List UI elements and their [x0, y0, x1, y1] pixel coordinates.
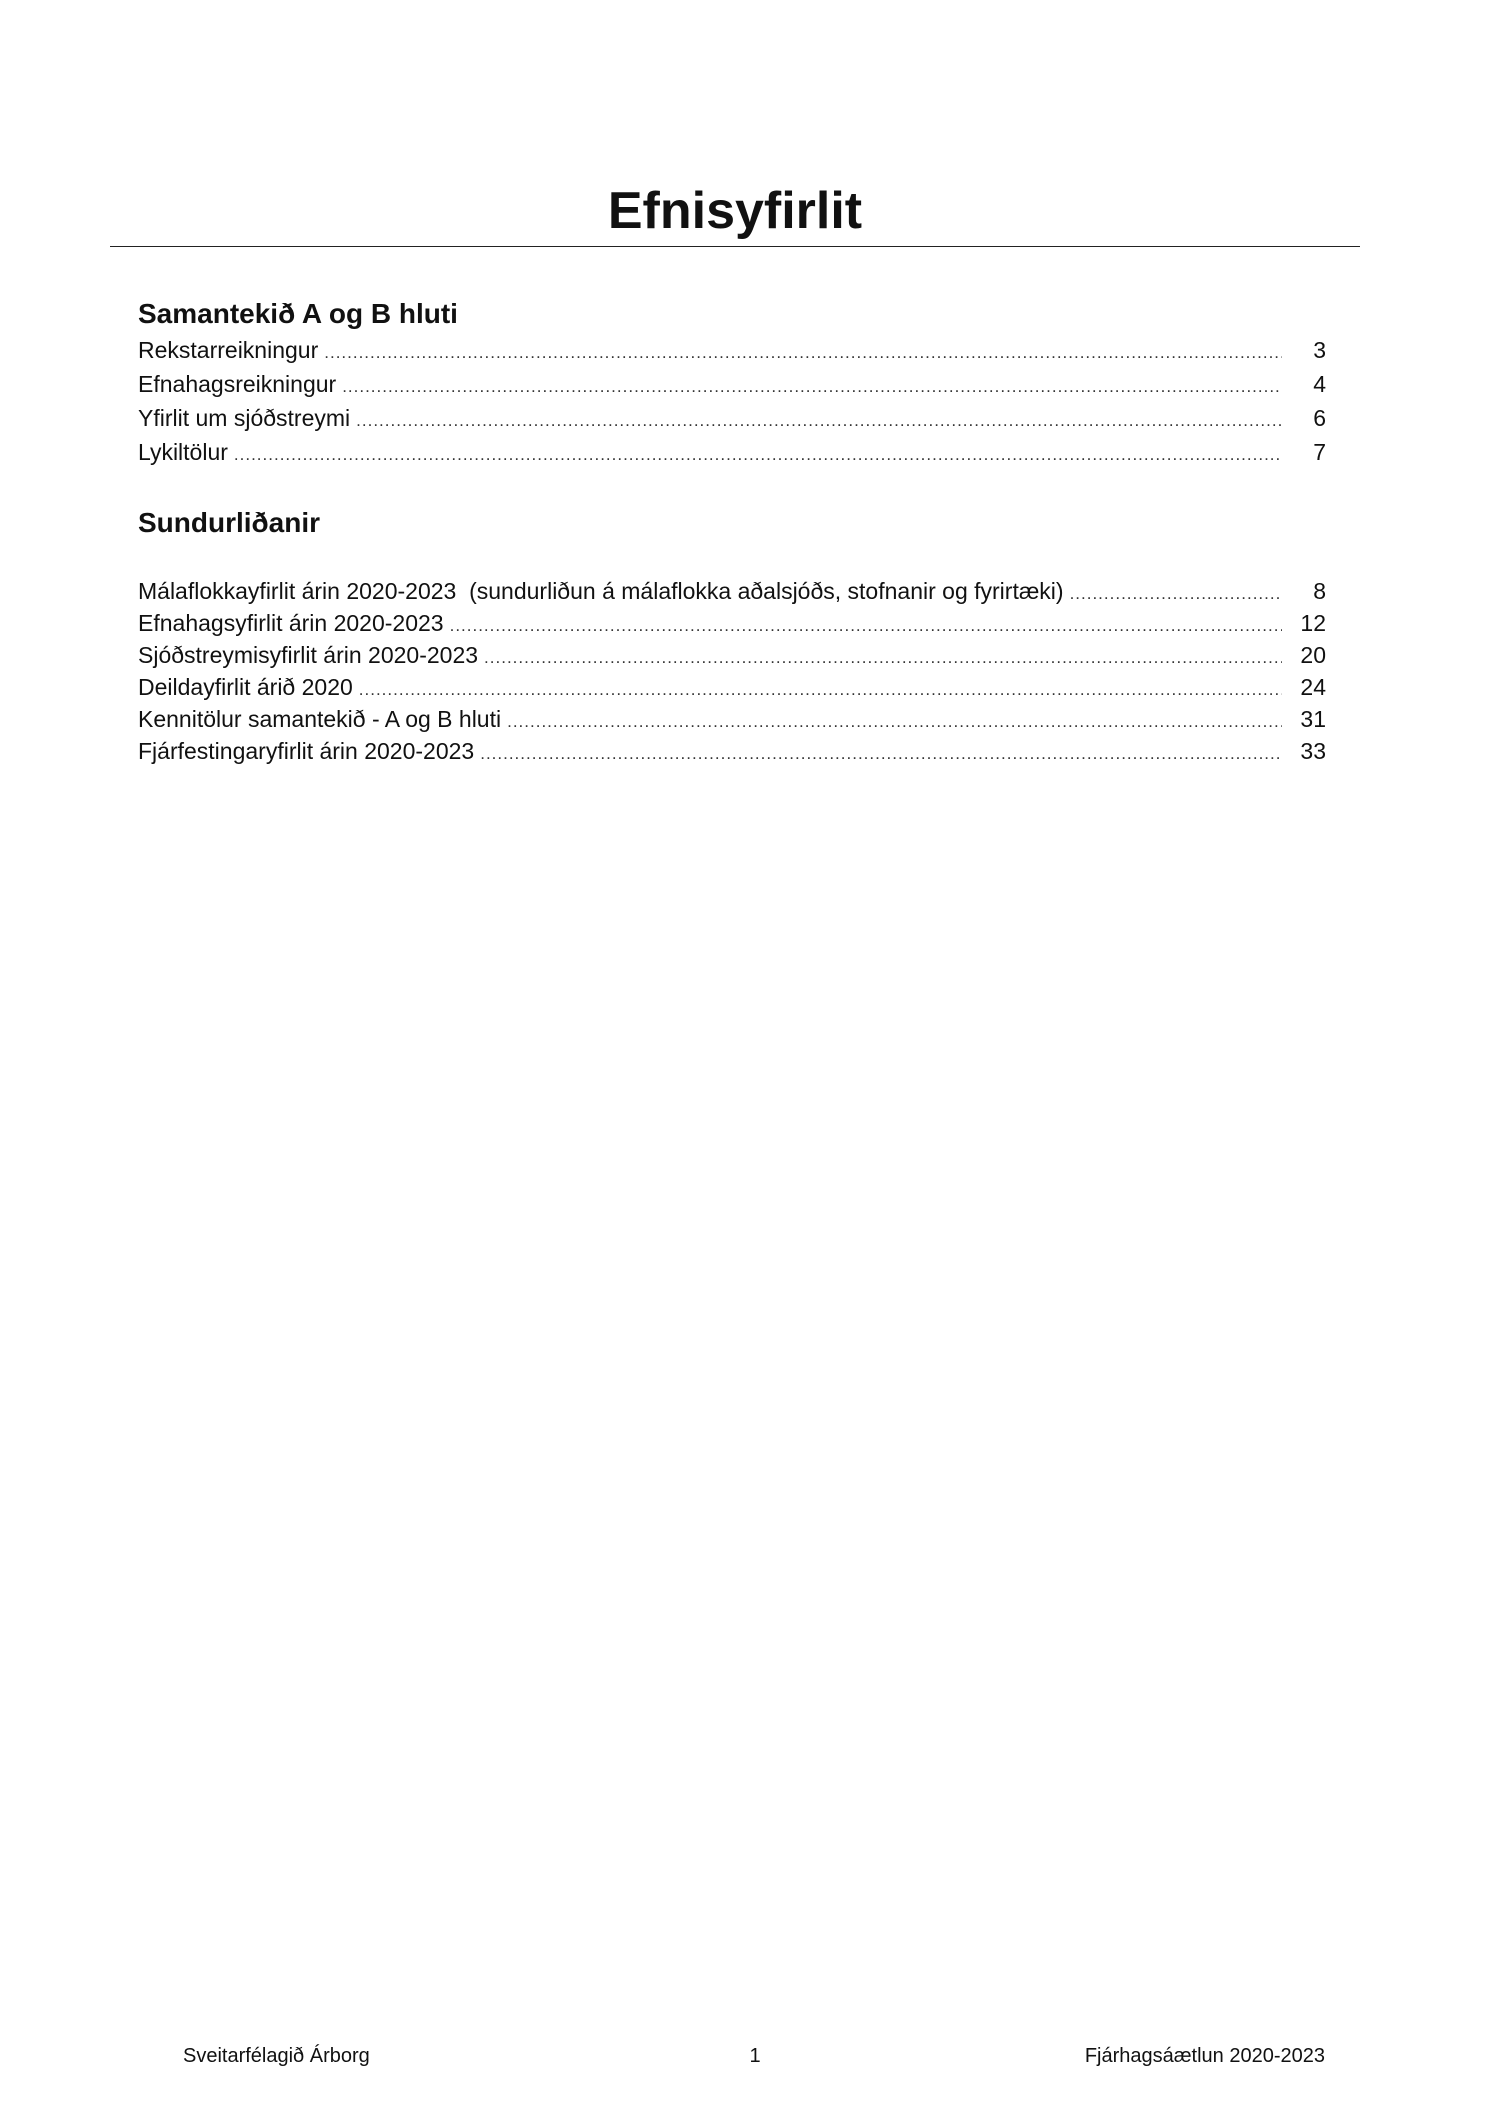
toc-entry-label: Málaflokkayfirlit árin 2020-2023 (sundurliðun á málaflokka aðalsjóðs, stofnanir og fyrirtæki) — [138, 578, 1064, 604]
toc-page-number: 31 — [1300, 706, 1326, 732]
toc-list-samantekid — [138, 333, 1326, 469]
footer-organization: Sveitarfélagið Árborg — [183, 2045, 370, 2067]
toc-entry-efnahagsyfirlit[interactable] — [138, 607, 1326, 639]
toc-page-number: 4 — [1313, 371, 1326, 397]
title-divider — [110, 246, 1360, 247]
toc-dot-leader — [507, 706, 1282, 738]
toc-entry-label: Yfirlit um sjóðstreymi — [138, 405, 351, 431]
toc-dot-leader — [324, 336, 1282, 370]
toc-page-number: 24 — [1300, 674, 1326, 700]
toc-entry-efnahagsreikningur[interactable] — [138, 367, 1326, 401]
toc-entry-label: Fjárfestingaryfirlit árin 2020-2023 — [138, 738, 475, 764]
page-title: Efnisyfirlit — [607, 182, 863, 240]
toc-page-number: 7 — [1313, 439, 1326, 465]
toc-dot-leader — [342, 370, 1282, 404]
footer-document-title: Fjárhagsáætlun 2020-2023 — [1084, 2045, 1325, 2067]
toc-dot-leader — [450, 610, 1282, 642]
toc-page-number: 33 — [1300, 738, 1326, 764]
toc-entry-malaflokkayfirlit[interactable] — [138, 575, 1326, 607]
toc-dot-leader — [1070, 578, 1282, 610]
toc-dot-leader — [234, 438, 1282, 472]
toc-entry-label: Rekstarreikningur — [138, 337, 319, 363]
footer-page-number: 1 — [749, 2045, 761, 2067]
toc-page-number: 8 — [1313, 578, 1326, 604]
toc-entry-kennitolur[interactable] — [138, 703, 1326, 735]
toc-page-number: 12 — [1300, 610, 1326, 636]
toc-entry-label: Efnahagsreikningur — [138, 371, 337, 397]
toc-entry-label: Kennitölur samantekið - A og B hluti — [138, 706, 502, 732]
toc-entry-lykiltolur[interactable] — [138, 435, 1326, 469]
toc-page-number: 20 — [1300, 642, 1326, 668]
toc-dot-leader — [480, 738, 1282, 770]
toc-entry-label: Sjóðstreymisyfirlit árin 2020-2023 — [138, 642, 479, 668]
toc-entry-yfirlit-um-sjodstreymi[interactable] — [138, 401, 1326, 435]
toc-entry-sjodstreymisyfirlit[interactable] — [138, 639, 1326, 671]
section-heading-samantekid: Samantekið A og B hluti — [138, 298, 458, 329]
toc-entry-label: Deildayfirlit árið 2020 — [138, 674, 353, 700]
section-heading-sundurlidanir: Sundurliðanir — [138, 507, 320, 538]
toc-entry-label: Efnahagsyfirlit árin 2020-2023 — [138, 610, 444, 636]
toc-page-number: 3 — [1313, 337, 1326, 363]
toc-page-number: 6 — [1313, 405, 1326, 431]
toc-entry-deildayfirlit[interactable] — [138, 671, 1326, 703]
toc-dot-leader — [359, 674, 1282, 706]
toc-dot-leader — [484, 642, 1282, 674]
toc-dot-leader — [356, 404, 1282, 438]
toc-entry-fjarfestingaryfirlit[interactable] — [138, 735, 1326, 767]
toc-list-sundurlidanir — [138, 575, 1326, 767]
toc-entry-rekstarreikningur[interactable] — [138, 333, 1326, 367]
toc-entry-label: Lykiltölur — [138, 439, 228, 465]
